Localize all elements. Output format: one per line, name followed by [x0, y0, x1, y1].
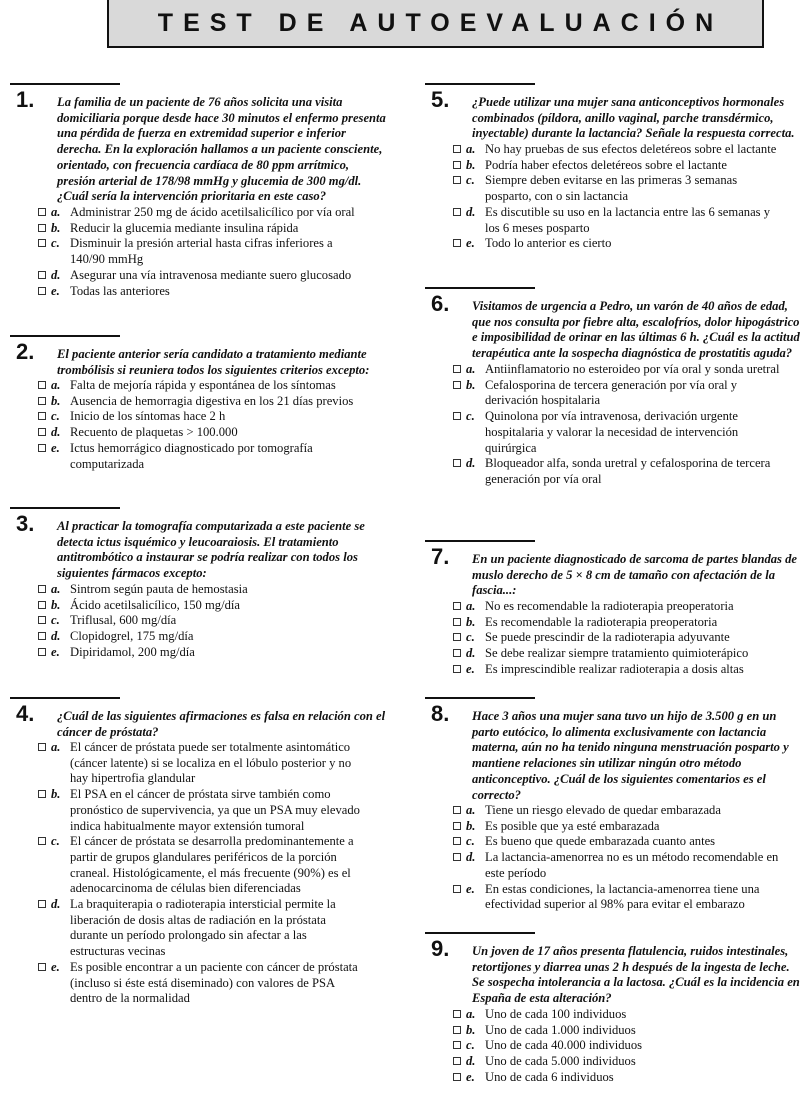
- checkbox-icon[interactable]: [38, 790, 46, 798]
- answer-option[interactable]: [38, 629, 360, 645]
- answer-options: [453, 142, 785, 252]
- checkbox-icon[interactable]: [453, 412, 461, 420]
- option-text: La braquiterapia o radioterapia intersticial permite la liberación de dosis altas de radiación en la próstata durante un período prolongado sin afectar a las estructuras vecinas: [70, 897, 336, 959]
- checkbox-icon[interactable]: [38, 900, 46, 908]
- checkbox-icon[interactable]: [38, 444, 46, 452]
- option-letter: c.: [466, 630, 475, 645]
- checkbox-icon[interactable]: [38, 743, 46, 751]
- answer-option[interactable]: [38, 598, 360, 614]
- option-letter: a.: [51, 205, 61, 219]
- answer-option[interactable]: [453, 646, 785, 662]
- option-letter: b.: [51, 220, 61, 235]
- checkbox-icon[interactable]: [38, 601, 46, 609]
- answer-option[interactable]: [38, 236, 360, 267]
- option-text: Ácido acetilsalicílico, 150 mg/día: [70, 597, 240, 612]
- checkbox-icon[interactable]: [453, 365, 461, 373]
- checkbox-icon[interactable]: [38, 287, 46, 295]
- checkbox-icon[interactable]: [453, 1057, 461, 1065]
- option-text: Uno de cada 100 individuos: [485, 1007, 627, 1021]
- checkbox-icon[interactable]: [453, 649, 461, 657]
- question-number: 1.: [16, 87, 35, 112]
- option-letter: a.: [466, 362, 476, 376]
- question-divider: [10, 697, 120, 699]
- option-letter: d.: [466, 646, 476, 661]
- option-text: Se debe realizar siempre tratamiento quimioterápico: [485, 646, 749, 661]
- question-divider: [425, 932, 535, 934]
- checkbox-icon[interactable]: [453, 633, 461, 641]
- option-letter: e.: [466, 236, 475, 251]
- option-text: Es bueno que quede embarazada cuanto antes: [485, 834, 716, 849]
- checkbox-icon[interactable]: [453, 176, 461, 184]
- option-letter: e.: [466, 1069, 475, 1084]
- checkbox-icon[interactable]: [38, 648, 46, 656]
- checkbox-icon[interactable]: [453, 885, 461, 893]
- page-header: [107, 0, 764, 48]
- answer-option[interactable]: [453, 362, 785, 378]
- checkbox-icon[interactable]: [38, 412, 46, 420]
- checkbox-icon[interactable]: [453, 459, 461, 467]
- checkbox-icon[interactable]: [38, 616, 46, 624]
- question-number: 4.: [16, 701, 35, 726]
- checkbox-icon[interactable]: [453, 853, 461, 861]
- checkbox-icon[interactable]: [453, 665, 461, 673]
- checkbox-icon[interactable]: [453, 1073, 461, 1081]
- answer-option[interactable]: [38, 284, 360, 300]
- option-letter: d.: [466, 850, 476, 865]
- answer-options: [38, 205, 360, 299]
- checkbox-icon[interactable]: [453, 208, 461, 216]
- answer-option[interactable]: [453, 409, 785, 456]
- answer-option[interactable]: [38, 205, 360, 221]
- option-text: Recuento de plaquetas > 100.000: [70, 425, 238, 440]
- option-letter: a.: [466, 599, 476, 613]
- answer-option[interactable]: [38, 740, 360, 787]
- checkbox-icon[interactable]: [453, 1026, 461, 1034]
- answer-option[interactable]: [453, 1070, 785, 1086]
- question-divider: [10, 83, 120, 85]
- option-letter: c.: [466, 834, 475, 849]
- answer-option[interactable]: [453, 1023, 785, 1039]
- checkbox-icon[interactable]: [453, 837, 461, 845]
- question-number: 2.: [16, 339, 35, 364]
- checkbox-icon[interactable]: [453, 161, 461, 169]
- option-text: La lactancia-amenorrea no es un método recomendable en este período: [485, 850, 779, 880]
- question-stem: Visitamos de urgencia a Pedro, un varón de 40 años de edad, que nos consulta por fiebre alta, escalofríos, dolor hipogástrico e imposibilidad de orinar en las últimas 6 h. ¿Cuál es la actitud terapéutica ante la sospecha diagnóstica de prostatitis aguda?: [472, 299, 800, 361]
- option-text: Tiene un riesgo elevado de quedar embarazada: [485, 803, 721, 817]
- option-text: No es recomendable la radioterapia preoperatoria: [485, 599, 734, 613]
- option-letter: d.: [466, 204, 476, 219]
- checkbox-icon[interactable]: [38, 208, 46, 216]
- answer-option[interactable]: [453, 142, 785, 158]
- question-number: 7.: [431, 544, 450, 569]
- option-letter: e.: [466, 881, 475, 896]
- answer-option[interactable]: [453, 173, 785, 204]
- answer-option[interactable]: [453, 662, 785, 678]
- option-letter: b.: [51, 393, 61, 408]
- option-letter: e.: [51, 644, 60, 659]
- answer-option[interactable]: [38, 834, 360, 897]
- checkbox-icon[interactable]: [453, 806, 461, 814]
- option-letter: b.: [466, 1022, 476, 1037]
- checkbox-icon[interactable]: [453, 1010, 461, 1018]
- answer-option[interactable]: [453, 819, 785, 835]
- checkbox-icon[interactable]: [453, 822, 461, 830]
- option-letter: e.: [51, 283, 60, 298]
- option-text: Asegurar una vía intravenosa mediante suero glucosado: [70, 267, 352, 282]
- answer-options: [453, 1007, 785, 1086]
- answer-option[interactable]: [453, 158, 785, 174]
- question-stem: La familia de un paciente de 76 años solicita una visita domiciliaria porque desde hace 30 minutos el enfermo presenta una pérdida de fuerza en extremidad superior e inferior derecha. En la exploración hallamos a un paciente consciente, orientado, con frecuencia cardíaca de 80 ppm arrítmico, presión arterial de 178/98 mmHg y glucemia de 300 mg/dl. ¿Cuál sería la intervención prioritaria en este caso?: [57, 95, 386, 204]
- answer-options: [38, 740, 360, 1007]
- checkbox-icon[interactable]: [38, 397, 46, 405]
- option-letter: c.: [466, 1038, 475, 1053]
- answer-option[interactable]: [38, 378, 360, 394]
- answer-option[interactable]: [38, 394, 360, 410]
- checkbox-icon[interactable]: [453, 145, 461, 153]
- option-text: Uno de cada 40.000 individuos: [485, 1038, 643, 1053]
- answer-option[interactable]: [38, 613, 360, 629]
- question-number: 3.: [16, 511, 35, 536]
- option-text: Cefalosporina de tercera generación por vía oral y derivación hospitalaria: [485, 377, 738, 408]
- question-divider: [425, 697, 535, 699]
- option-letter: c.: [51, 236, 60, 251]
- answer-option[interactable]: [453, 850, 785, 881]
- option-letter: c.: [51, 834, 60, 849]
- answer-options: [453, 362, 785, 488]
- answer-option[interactable]: [453, 630, 785, 646]
- answer-options: [38, 582, 360, 661]
- answer-option[interactable]: [38, 425, 360, 441]
- option-letter: b.: [466, 614, 476, 629]
- answer-option[interactable]: [453, 236, 785, 252]
- checkbox-icon[interactable]: [453, 602, 461, 610]
- option-letter: d.: [466, 1054, 476, 1069]
- question-stem: En un paciente diagnosticado de sarcoma de partes blandas de muslo derecho de 5 × 8 cm de tamaño con afectación de la fascia...:: [472, 552, 797, 598]
- question-stem: ¿Cuál de las siguientes afirmaciones es falsa en relación con el cáncer de próstata?: [57, 709, 386, 739]
- option-letter: a.: [51, 582, 61, 596]
- option-letter: d.: [466, 456, 476, 471]
- checkbox-icon[interactable]: [38, 224, 46, 232]
- option-text: Uno de cada 1.000 individuos: [485, 1022, 636, 1037]
- question-stem: Hace 3 años una mujer sana tuvo un hijo de 3.500 g en un parto eutócico, lo alimenta exclusivamente con lactancia materna, aún no ha tenido ninguna menstruación posparto y mantiene relaciones sin utilizar ningún otro método anticonceptivo. ¿Cuál de los siguientes comentarios es el correcto?: [472, 709, 789, 802]
- answer-option[interactable]: [38, 409, 360, 425]
- answer-option[interactable]: [38, 582, 360, 598]
- option-text: El PSA en el cáncer de próstata sirve también como pronóstico de supervivencia, ya que un PSA muy elevado indica habitualmente mayor extensión tumoral: [70, 787, 360, 833]
- option-letter: c.: [466, 173, 475, 188]
- answer-options: [453, 803, 785, 913]
- answer-option[interactable]: [453, 456, 785, 487]
- question-divider: [425, 287, 535, 289]
- answer-options: [38, 378, 360, 472]
- option-letter: b.: [466, 818, 476, 833]
- option-text: Sintrom según pauta de hemostasia: [70, 582, 248, 596]
- option-text: Clopidogrel, 175 mg/día: [70, 629, 194, 644]
- answer-option[interactable]: [38, 960, 360, 1007]
- option-text: Es imprescindible realizar radioterapia a dosis altas: [485, 661, 744, 676]
- option-text: No hay pruebas de sus efectos deletéreos sobre el lactante: [485, 142, 777, 156]
- answer-option[interactable]: [453, 378, 785, 409]
- option-text: Es posible encontrar a un paciente con cáncer de próstata (incluso si éste está diseminado) con valores de PSA dentro de la normalidad: [70, 959, 358, 1006]
- option-letter: e.: [51, 440, 60, 455]
- option-letter: c.: [51, 613, 60, 628]
- answer-option[interactable]: [38, 645, 360, 661]
- option-letter: e.: [466, 661, 475, 676]
- question-divider: [10, 507, 120, 509]
- checkbox-icon[interactable]: [453, 1041, 461, 1049]
- answer-option[interactable]: [38, 787, 360, 834]
- page-title: TEST DE AUTOEVALUACIÓN: [157, 8, 724, 37]
- answer-option[interactable]: [453, 205, 785, 236]
- option-text: Todo lo anterior es cierto: [485, 236, 612, 251]
- answer-option[interactable]: [38, 897, 360, 960]
- checkbox-icon[interactable]: [38, 428, 46, 436]
- checkbox-icon[interactable]: [38, 632, 46, 640]
- option-text: Inicio de los síntomas hace 2 h: [70, 409, 226, 424]
- option-letter: b.: [466, 377, 476, 392]
- option-letter: a.: [51, 740, 61, 754]
- answer-option[interactable]: [453, 1007, 785, 1023]
- option-text: Falta de mejoría rápida y espontánea de los síntomas: [70, 378, 336, 392]
- option-letter: c.: [51, 409, 60, 424]
- option-letter: a.: [466, 142, 476, 156]
- option-text: Es recomendable la radioterapia preoperatoria: [485, 614, 718, 629]
- answer-option[interactable]: [38, 268, 360, 284]
- option-text: En estas condiciones, la lactancia-amenorrea tiene una efectividad superior al 98% para evitar el embarazo: [485, 881, 760, 912]
- option-letter: a.: [51, 378, 61, 392]
- option-letter: d.: [51, 425, 61, 440]
- option-letter: b.: [51, 787, 61, 802]
- question-stem: El paciente anterior sería candidato a tratamiento mediante trombólisis si reuniera todos los siguientes criterios excepto:: [57, 347, 370, 377]
- checkbox-icon[interactable]: [38, 963, 46, 971]
- option-text: Todas las anteriores: [70, 283, 170, 298]
- option-text: Se puede prescindir de la radioterapia adyuvante: [485, 630, 730, 645]
- question-divider: [425, 83, 535, 85]
- answer-option[interactable]: [38, 441, 360, 472]
- option-text: Ausencia de hemorragia digestiva en los 21 días previos: [70, 393, 354, 408]
- checkbox-icon[interactable]: [38, 239, 46, 247]
- option-text: Es discutible su uso en la lactancia entre las 6 semanas y los 6 meses posparto: [485, 204, 771, 235]
- checkbox-icon[interactable]: [38, 585, 46, 593]
- answer-option[interactable]: [453, 615, 785, 631]
- option-text: Antiinflamatorio no esteroideo por vía oral y sonda uretral: [485, 362, 780, 376]
- checkbox-icon[interactable]: [38, 271, 46, 279]
- option-letter: e.: [51, 959, 60, 974]
- option-text: Bloqueador alfa, sonda uretral y cefalosporina de tercera generación por vía oral: [485, 456, 771, 486]
- option-letter: b.: [51, 597, 61, 612]
- option-text: Uno de cada 6 individuos: [485, 1069, 614, 1084]
- option-letter: b.: [466, 157, 476, 172]
- question-number: 9.: [431, 936, 450, 961]
- question-stem: Al practicar la tomografía computarizada a este paciente se detecta ictus isquémico y leucoaraiosis. El tratamiento antitrombótico a instaurar se podría realizar con todos los siguientes fármacos excepto:: [57, 519, 365, 581]
- option-text: Quinolona por vía intravenosa, derivación urgente hospitalaria y valorar la necesidad de intervención quirúrgica: [485, 409, 739, 455]
- option-letter: d.: [51, 629, 61, 644]
- option-letter: a.: [466, 803, 476, 817]
- answer-option[interactable]: [453, 1054, 785, 1070]
- answer-option[interactable]: [453, 834, 785, 850]
- checkbox-icon[interactable]: [453, 618, 461, 626]
- option-text: Dipiridamol, 200 mg/día: [70, 644, 195, 659]
- option-text: Es posible que ya esté embarazada: [485, 818, 660, 833]
- option-text: Administrar 250 mg de ácido acetilsalicílico por vía oral: [70, 205, 355, 219]
- checkbox-icon[interactable]: [38, 381, 46, 389]
- question-divider: [425, 540, 535, 542]
- checkbox-icon[interactable]: [453, 239, 461, 247]
- checkbox-icon[interactable]: [38, 837, 46, 845]
- answer-option[interactable]: [453, 803, 785, 819]
- question-stem: Un joven de 17 años presenta flatulencia, ruidos intestinales, retortijones y diarrea unas 2 h después de la ingesta de leche. Se sospecha intolerancia a la lactosa. ¿Cuál es la incidencia en España de esta alteración?: [472, 944, 800, 1006]
- option-letter: d.: [51, 897, 61, 912]
- answer-options: [453, 599, 785, 678]
- option-letter: d.: [51, 267, 61, 282]
- question-number: 8.: [431, 701, 450, 726]
- option-text: Siempre deben evitarse en las primeras 3 semanas posparto, con o sin lactancia: [485, 173, 738, 204]
- option-text: El cáncer de próstata puede ser totalmente asintomático (cáncer latente) si se localiza en el lóbulo posterior y no hay hipertrofia glandular: [70, 740, 352, 786]
- question-stem: ¿Puede utilizar una mujer sana anticonceptivos hormonales combinados (píldora, anillo vaginal, parche transdérmico, inyectable) durante la lactancia? Señale la respuesta correcta.: [472, 95, 795, 141]
- option-text: Podría haber efectos deletéreos sobre el lactante: [485, 157, 727, 172]
- question-divider: [10, 335, 120, 337]
- option-letter: c.: [466, 409, 475, 424]
- option-text: Reducir la glucemia mediante insulina rápida: [70, 220, 299, 235]
- answer-option[interactable]: [453, 1038, 785, 1054]
- question-number: 6.: [431, 291, 450, 316]
- option-text: Triflusal, 600 mg/día: [70, 613, 177, 628]
- question-number: 5.: [431, 87, 450, 112]
- answer-option[interactable]: [453, 882, 785, 913]
- checkbox-icon[interactable]: [453, 381, 461, 389]
- answer-option[interactable]: [38, 221, 360, 237]
- answer-option[interactable]: [453, 599, 785, 615]
- option-text: Disminuir la presión arterial hasta cifras inferiores a 140/90 mmHg: [70, 236, 333, 267]
- option-letter: a.: [466, 1007, 476, 1021]
- option-text: El cáncer de próstata se desarrolla predominantemente a partir de grupos glandulares periféricos de la porción craneal. Histológicamente, el más frecuente (90%) es el adenocarcinoma de células bien diferenciadas: [70, 834, 354, 896]
- option-text: Ictus hemorrágico diagnosticado por tomografía computarizada: [70, 440, 313, 471]
- option-text: Uno de cada 5.000 individuos: [485, 1054, 636, 1069]
